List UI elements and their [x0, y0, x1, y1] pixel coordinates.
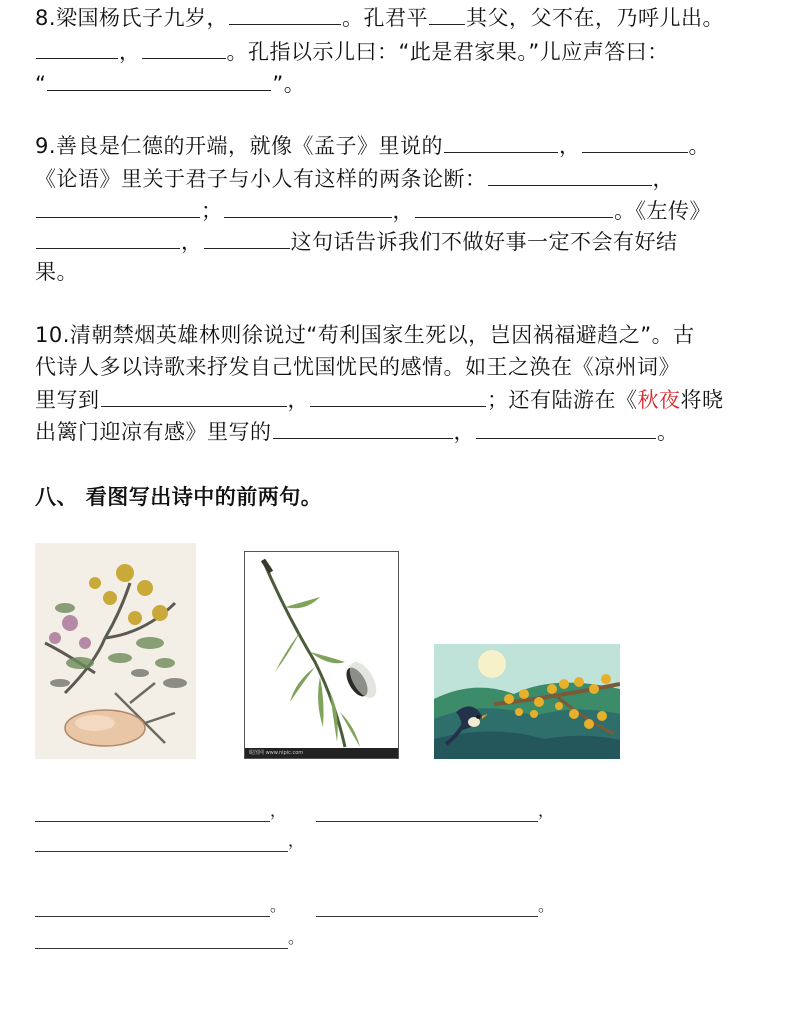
answer-blank[interactable]: [35, 930, 288, 949]
willow-illustration: [245, 552, 398, 758]
poem-answer-row-3: 。: [35, 895, 286, 917]
poem-answer-row-2: ，: [35, 830, 304, 852]
section-heading: 八、 看图写出诗中的前两句。: [35, 485, 323, 509]
answer-blank[interactable]: [204, 226, 290, 249]
q10-line-4: 出篱门迎凉有感》里写的 ， 。: [35, 416, 770, 447]
q10-line-2: 代诗人多以诗歌来抒发自己忧国忧民的感情。如王之涣在《凉州词》: [35, 355, 680, 379]
answer-blank[interactable]: [429, 2, 465, 25]
answer-blank[interactable]: [476, 416, 656, 439]
answer-blank[interactable]: [229, 2, 341, 25]
q9-line-3: ； ， 。《左传》: [35, 195, 770, 226]
answer-blank[interactable]: [101, 384, 287, 407]
poem-answer-row-1: ，: [35, 800, 286, 822]
willow-cicada-image: [244, 551, 399, 759]
answer-blank[interactable]: [36, 36, 118, 59]
answer-blank[interactable]: [488, 163, 652, 186]
poem-answer-row-4: 。: [35, 927, 304, 949]
answer-blank[interactable]: [47, 68, 271, 91]
chrysanthemum-illustration: [35, 543, 196, 759]
poem-answer-row-1b: ，: [316, 800, 554, 822]
answer-blank[interactable]: [310, 384, 486, 407]
chrysanthemum-painting-image: [35, 543, 196, 759]
answer-blank[interactable]: [36, 226, 180, 249]
answer-blank[interactable]: [415, 195, 613, 218]
answer-blank[interactable]: [316, 803, 538, 822]
swallow-illustration: [434, 644, 620, 759]
answer-blank[interactable]: [142, 36, 226, 59]
q8-line-2: ， 。孔指以示儿曰：“此是君家果。”儿应声答曰：: [35, 36, 770, 67]
answer-blank[interactable]: [36, 195, 200, 218]
poem-answer-row-3b: 。: [316, 895, 554, 917]
image-watermark: 昵图网 www.nipic.com: [249, 750, 304, 756]
q8-line-1: 8.梁国杨氏子九岁， 。孔君平 其父，父不在，乃呼儿出。: [35, 2, 770, 33]
answer-blank[interactable]: [582, 130, 688, 153]
q9-line-1: 9.善良是仁德的开端，就像《孟子》里说的 ， 。: [35, 130, 770, 161]
answer-blank[interactable]: [224, 195, 392, 218]
q9-line-4: ， 这句话告诉我们不做好事一定不会有好结: [35, 226, 770, 257]
highlighted-text: 秋夜: [637, 388, 681, 412]
answer-blank[interactable]: [316, 898, 538, 917]
swallow-moon-image: [434, 644, 620, 759]
q10-line-1: 10.清朝禁烟英雄林则徐说过“苟利国家生死以，岂因祸福避趋之”。古: [35, 323, 695, 347]
q9-line-2: 《论语》里关于君子与小人有这样的两条论断： ，: [35, 163, 770, 194]
q10-line-3: 里写到 ， ；还有陆游在《秋夜将晓: [35, 384, 770, 415]
answer-blank[interactable]: [35, 833, 288, 852]
answer-blank[interactable]: [35, 803, 270, 822]
answer-blank[interactable]: [35, 898, 270, 917]
answer-blank[interactable]: [444, 130, 558, 153]
q9-line-5: 果。: [35, 260, 78, 284]
q8-line-3: “ ”。: [35, 68, 770, 99]
answer-blank[interactable]: [273, 416, 453, 439]
